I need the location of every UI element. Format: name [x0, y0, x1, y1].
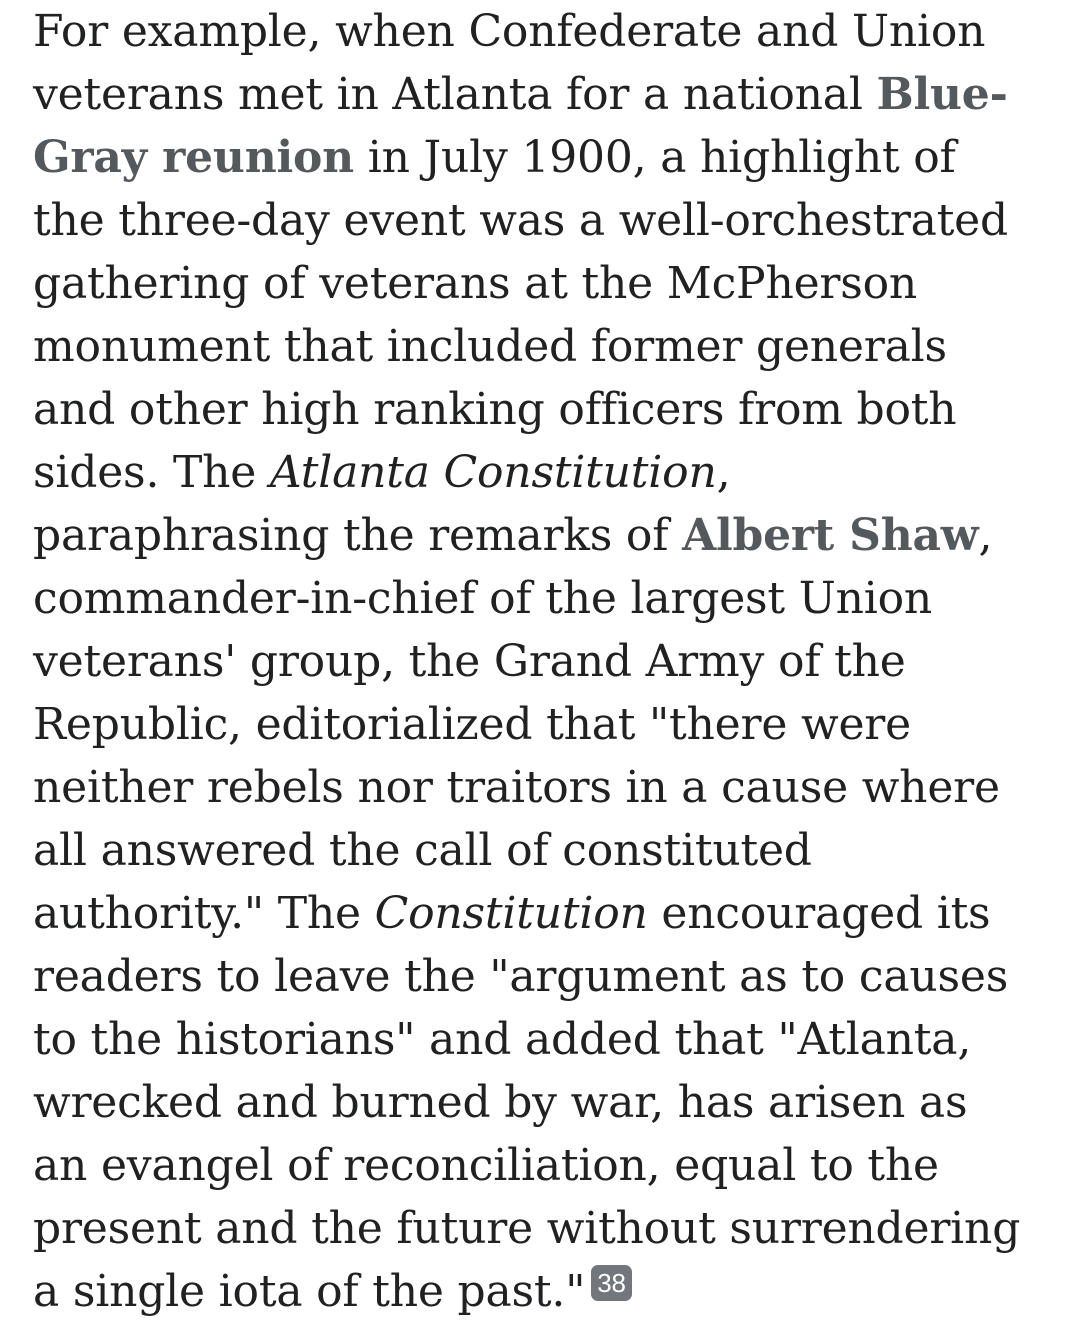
italic-atlanta-constitution: Atlanta Constitution	[269, 447, 717, 498]
paragraph	[33, 0, 1033, 1323]
link-albert-shaw[interactable]: Albert Shaw	[682, 510, 979, 561]
article-body	[33, 0, 1033, 1323]
link-blue-gray-reunion[interactable]: Blue-Gray reunion	[33, 69, 1008, 183]
paragraph-text: , commander-in-chief of the largest Union veterans' group, the Grand Army of the Republic, editorialized that "there were neither rebels nor traitors in a cause where all answered the call of constituted authority." The	[33, 510, 1000, 939]
citation-badge[interactable]: 38	[591, 1265, 632, 1301]
italic-constitution: Constitution	[374, 888, 648, 939]
paragraph-text: in July 1900, a highlight of the three-day event was a well-orchestrated gathering of veterans at the McPherson monument that included former generals and other high ranking officers from both sides. The	[33, 132, 1008, 498]
paragraph-text: For example, when Confederate and Union veterans met in Atlanta for a national	[33, 6, 986, 120]
paragraph-text: , paraphrasing the remarks of	[33, 447, 731, 561]
paragraph-text: encouraged its readers to leave the "argument as to causes to the historians" and added that "Atlanta, wrecked and burned by war, has arisen as an evangel of reconciliation, equal to the present and the future without surrendering a single iota of the past."	[33, 888, 1021, 1317]
